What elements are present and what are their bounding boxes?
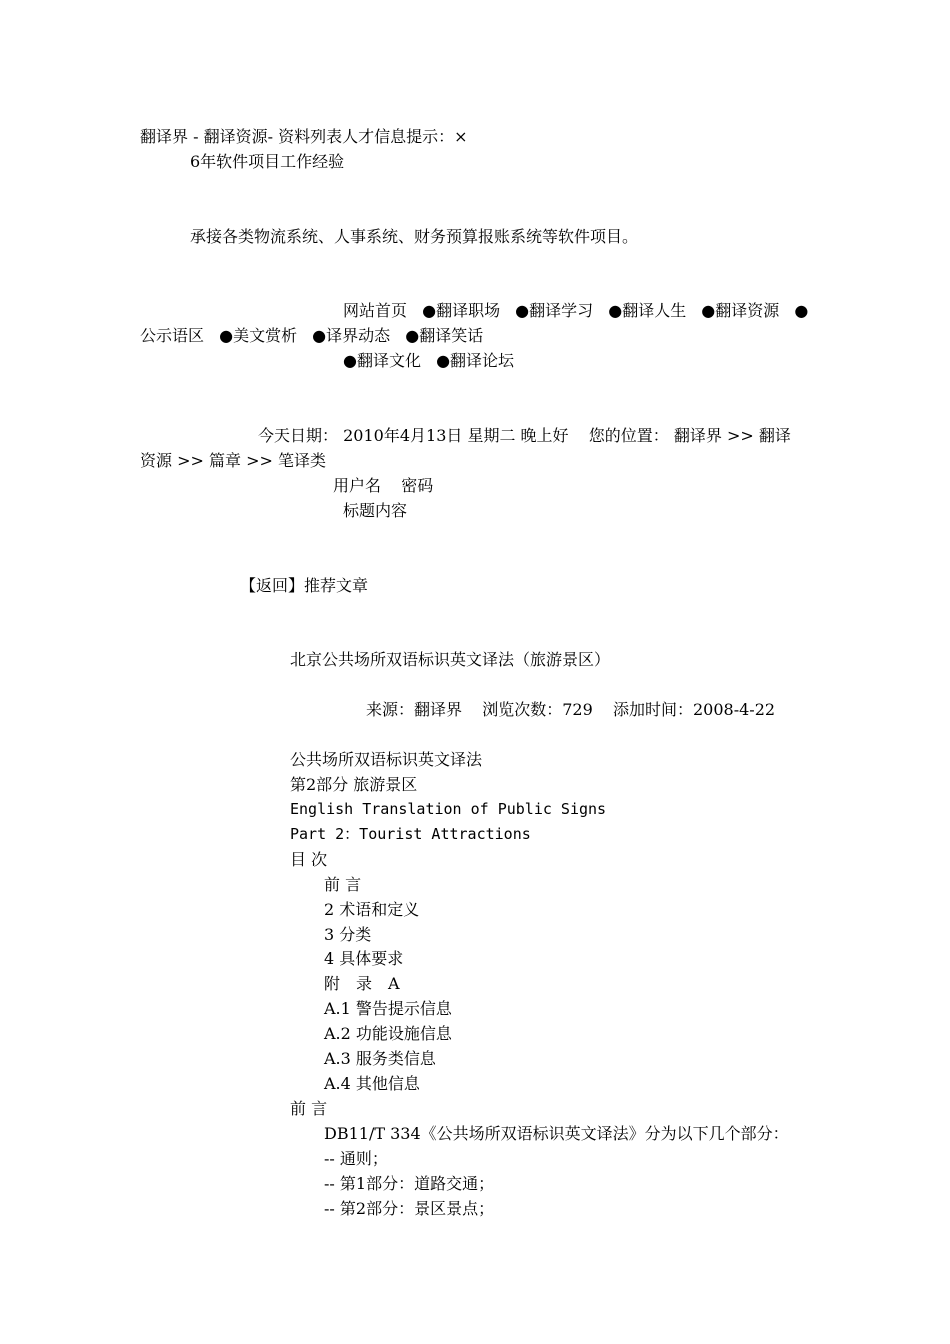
experience-text: 6年软件项目工作经验 xyxy=(190,152,345,171)
toc-item: 4 具体要求 xyxy=(324,949,404,968)
nav-translation-workplace[interactable]: ●翻译职场 xyxy=(422,301,501,320)
body-line: Part 2：Tourist Attractions xyxy=(290,825,531,843)
body-line: 公共场所双语标识英文译法 xyxy=(290,750,483,769)
breadcrumb-chapters[interactable]: 篇章 xyxy=(209,451,242,470)
added-value: 2008-4-22 xyxy=(692,700,776,719)
login-row xyxy=(333,473,433,498)
body-line: DB11/T 334《公共场所双语标识英文译法》分为以下几个部分： xyxy=(324,1124,789,1143)
article-title: 北京公共场所双语标识英文译法（旅游景区） xyxy=(290,650,611,669)
nav-translation-study[interactable]: ●翻译学习 xyxy=(515,301,594,320)
article-nav xyxy=(240,573,368,598)
toc-item: A.4 其他信息 xyxy=(324,1074,420,1093)
article-meta xyxy=(366,697,775,722)
nav-bullet: ● xyxy=(794,301,809,320)
source-label: 来源： xyxy=(366,700,415,719)
toc-item: 附 录 A xyxy=(324,974,400,993)
views-label: 浏览次数： xyxy=(482,700,563,719)
nav-translation-life[interactable]: ●翻译人生 xyxy=(608,301,687,320)
breadcrumb-separator: >> xyxy=(726,426,754,445)
breadcrumb-written-translation[interactable]: 笔译类 xyxy=(278,451,327,470)
back-link[interactable]: 【返回】 xyxy=(240,576,305,595)
nav-industry-news[interactable]: ●译界动态 xyxy=(312,326,391,345)
body-line: -- 第2部分：景区景点； xyxy=(324,1199,495,1218)
toc-item: 3 分类 xyxy=(324,925,372,944)
body-line: English Translation of Public Signs xyxy=(290,800,607,818)
toc-item: A.2 功能设施信息 xyxy=(324,1024,452,1043)
nav-translation-jokes[interactable]: ●翻译笑话 xyxy=(405,326,484,345)
services-text: 承接各类物流系统、人事系统、财务预算报账系统等软件项目。 xyxy=(190,227,639,246)
nav-translation-forum[interactable]: ●翻译论坛 xyxy=(436,351,515,370)
views-value: 729 xyxy=(562,700,593,719)
page-title-line: 翻译界 - 翻译资源- 资料列表人才信息提示：× xyxy=(140,127,468,146)
title-content-label: 标题内容 xyxy=(343,501,408,520)
date-label: 今天日期： xyxy=(258,426,339,445)
nav-home[interactable]: 网站首页 xyxy=(343,301,408,320)
breadcrumb-separator: >> xyxy=(246,451,273,470)
body-line: -- 通则； xyxy=(324,1149,388,1168)
nav-prose-appreciation[interactable]: ●美文赏析 xyxy=(219,326,298,345)
added-label: 添加时间： xyxy=(612,700,693,719)
date-value: 2010年4月13日 星期二 晚上好 xyxy=(343,426,569,445)
location-label: 您的位置： xyxy=(588,426,669,445)
password-label: 密码 xyxy=(401,476,434,495)
breadcrumb-resources-part1[interactable]: 翻译 xyxy=(758,426,791,445)
toc-item: A.1 警告提示信息 xyxy=(324,999,452,1018)
breadcrumb-resources-part2[interactable]: 资源 xyxy=(140,451,173,470)
toc-heading: 目 次 xyxy=(290,850,328,869)
nav-translation-culture[interactable]: ●翻译文化 xyxy=(343,351,421,370)
toc-item: A.3 服务类信息 xyxy=(324,1049,436,1068)
section-heading: 前 言 xyxy=(290,1099,328,1118)
username-label: 用户名 xyxy=(333,476,382,495)
toc-item: 2 术语和定义 xyxy=(324,900,420,919)
body-line: -- 第1部分：道路交通； xyxy=(324,1174,495,1193)
body-line: 第2部分 旅游景区 xyxy=(290,775,418,794)
breadcrumb-separator: >> xyxy=(177,451,204,470)
source-value: 翻译界 xyxy=(414,700,463,719)
nav-public-signs[interactable]: 公示语区 xyxy=(140,326,205,345)
breadcrumb-home[interactable]: 翻译界 xyxy=(673,426,722,445)
nav-translation-resources[interactable]: ●翻译资源 xyxy=(701,301,780,320)
toc-item: 前 言 xyxy=(324,875,362,894)
recommended-articles-link[interactable]: 推荐文章 xyxy=(304,576,369,595)
